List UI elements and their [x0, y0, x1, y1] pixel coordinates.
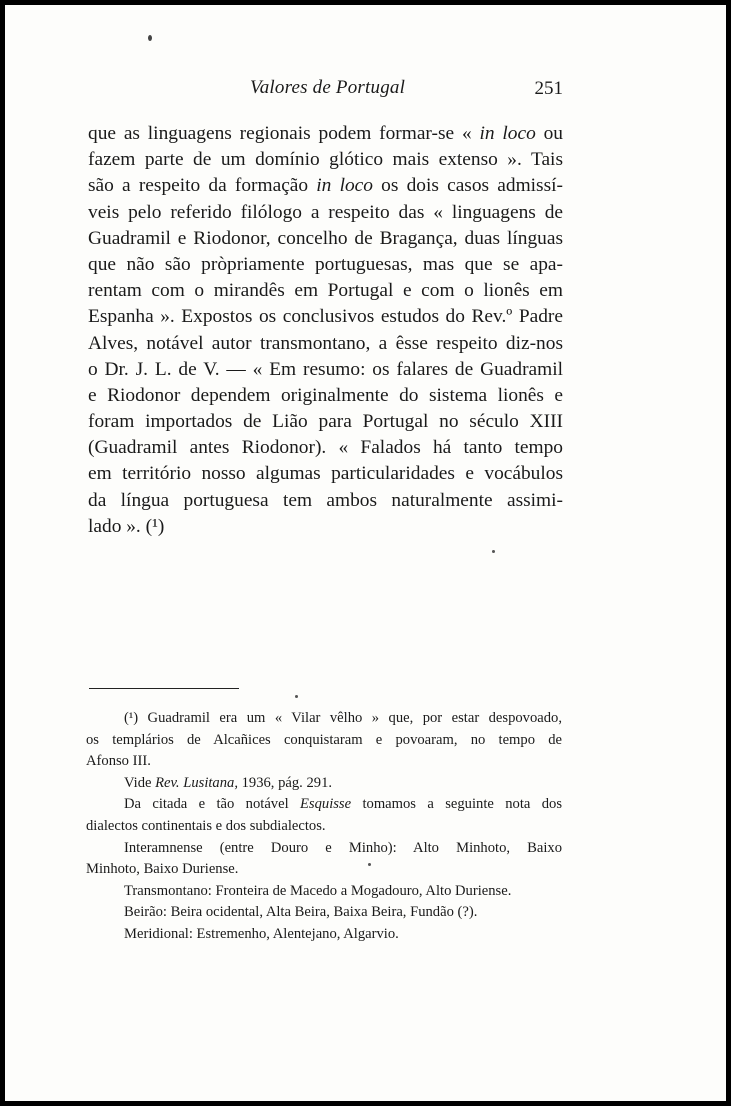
- body-line: e Riodonor dependem originalmente do sistema lionês e: [88, 384, 563, 406]
- body-line: rentam com o mirandês em Portugal e com o lionês em: [88, 280, 563, 302]
- body-line: Guadramil e Riodonor, concelho de Bragança, duas línguas: [88, 227, 563, 249]
- footnote-line: Vide Rev. Lusitana, 1936, pág. 291.: [124, 774, 333, 791]
- body-line: lado ». (¹): [88, 515, 165, 537]
- footnote-line: Afonso III.: [86, 753, 151, 770]
- body-text: [88, 121, 563, 540]
- footnotes: [86, 708, 562, 946]
- body-line: que as linguagens regionais podem formar-se « in loco ou: [88, 123, 563, 144]
- body-line: Espanha ». Expostos os conclusivos estudos do Rev.º Padre: [88, 306, 563, 328]
- ink-speck: [295, 695, 298, 698]
- body-line: o Dr. J. L. de V. — « Em resumo: os falares de Guadramil: [88, 358, 563, 380]
- footnote-rule: [89, 688, 239, 689]
- footnote-line: Minhoto, Baixo Duriense.: [86, 861, 239, 878]
- body-line: Alves, notável autor transmontano, a êsse respeito diz-nos: [88, 332, 563, 354]
- body-line: fazem parte de um domínio glótico mais extenso ». Tais: [88, 149, 563, 171]
- running-header: [88, 75, 573, 105]
- footnote-line: Meridional: Estremenho, Alentejano, Algarvio.: [124, 925, 399, 942]
- ink-speck: [148, 35, 152, 41]
- footnote-line: Interamnense (entre Douro e Minho): Alto Minhoto, Baixo: [124, 839, 562, 856]
- ink-speck: [492, 550, 495, 553]
- body-line: são a respeito da formação in loco os dois casos admissí-: [88, 175, 563, 197]
- running-title: Valores de Portugal: [250, 77, 406, 98]
- footnote-line: (¹) Guadramil era um « Vilar vêlho » que, por estar despovoado,: [124, 710, 562, 726]
- footnote-line: Transmontano: Fronteira de Macedo a Mogadouro, Alto Duriense.: [124, 882, 512, 899]
- page-number: 251: [534, 78, 563, 99]
- book-page: [5, 5, 726, 1101]
- body-line: que não são pròpriamente portuguesas, mas que se apa-: [88, 253, 563, 275]
- footnote-line: os templários de Alcañices conquistaram e povoaram, no tempo de: [86, 731, 562, 748]
- footnote-line: dialectos continentais e dos subdialectos.: [86, 817, 326, 834]
- footnote-line: Da citada e tão notável Esquisse tomamos a seguinte nota dos: [124, 796, 563, 813]
- body-line: da língua portuguesa tem ambos naturalmente assimi-: [88, 489, 563, 511]
- body-line: veis pelo referido filólogo a respeito das « linguagens de: [88, 201, 563, 223]
- body-line: em território nosso algumas particularidades e vocábulos: [88, 463, 563, 485]
- footnote-line: Beirão: Beira ocidental, Alta Beira, Baixa Beira, Fundão (?).: [124, 904, 478, 921]
- body-line: (Guadramil antes Riodonor). « Falados há tanto tempo: [88, 437, 563, 459]
- body-line: foram importados de Lião para Portugal no século XIII: [88, 411, 563, 433]
